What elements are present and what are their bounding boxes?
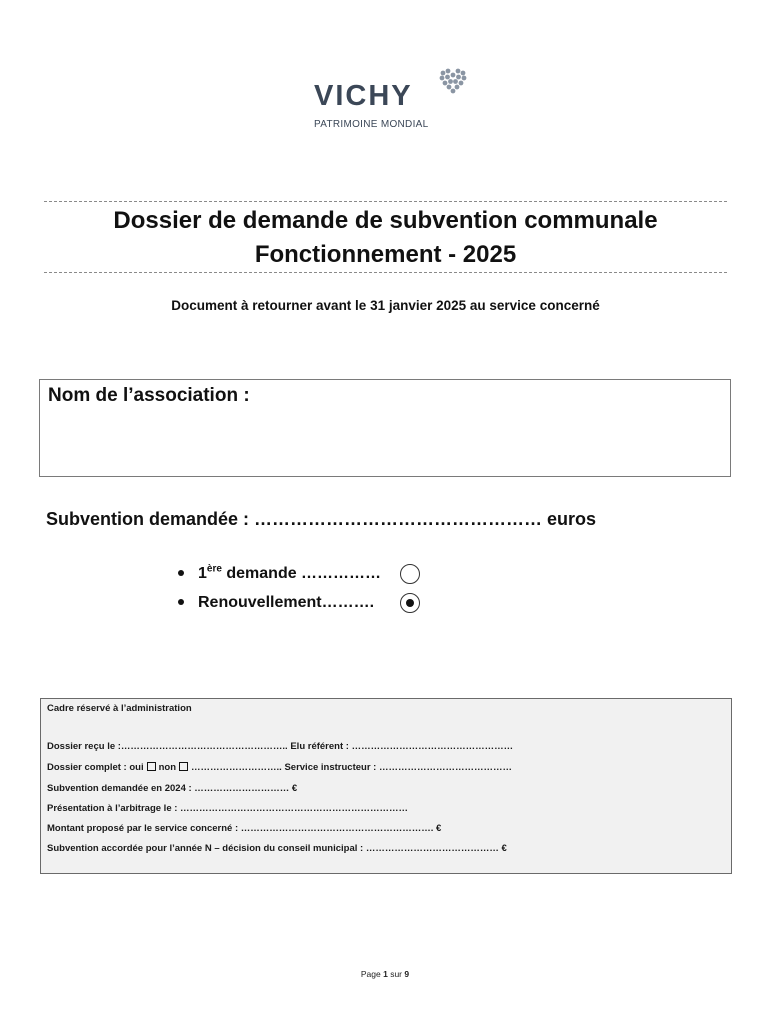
page-total: 9: [404, 969, 410, 979]
non-checkbox[interactable]: [179, 762, 188, 771]
first-request-option: [178, 562, 381, 586]
admin-complete-prefix: Dossier complet : oui: [47, 762, 144, 773]
heart-logo-icon: [438, 68, 468, 94]
radio-selected-dot: [406, 599, 414, 607]
page-title-line1: Dossier de demande de subvention communale: [113, 207, 658, 234]
logo-wordmark: VICHY: [314, 80, 413, 112]
first-request-prefix: 1: [198, 565, 207, 582]
admin-heading: Cadre réservé à l’administration: [47, 703, 192, 714]
first-request-label: demande ……………: [221, 565, 382, 582]
admin-complete-suffix: ……………………….. Service instructeur : ……………………………………: [191, 762, 512, 773]
bullet-icon: [178, 599, 184, 605]
first-request-sup: ère: [206, 563, 222, 575]
admin-received-line: Dossier reçu le :…………………………………………….. Elu référent : ……………………………………………: [47, 741, 514, 752]
renewal-option: [178, 591, 374, 615]
title-rule-top: [44, 201, 727, 202]
first-request-radio[interactable]: [400, 564, 420, 584]
oui-checkbox[interactable]: [147, 762, 156, 771]
admin-complete-line: [47, 762, 512, 773]
page-mid: sur: [390, 969, 403, 979]
renewal-label: Renouvellement……….: [198, 594, 375, 611]
title-rule-bottom: [44, 272, 727, 273]
logo-subtitle: PATRIMOINE MONDIAL: [314, 119, 429, 130]
admin-requested-2024: Subvention demandée en 2024 : ………………………… €: [47, 783, 298, 794]
admin-reserved-box: [40, 698, 732, 874]
association-name-label: Nom de l’association :: [48, 385, 250, 406]
admin-complete-non: non: [158, 762, 177, 773]
page-number: [0, 969, 770, 979]
page-current: 1: [383, 969, 388, 979]
bullet-icon: [178, 570, 184, 576]
deadline-notice: Document à retourner avant le 31 janvier 2025 au service concerné: [171, 298, 600, 313]
admin-granted-amount: Subvention accordée pour l’année N – décision du conseil municipal : …………………………………… €: [47, 843, 507, 854]
association-name-field[interactable]: [39, 379, 731, 477]
admin-proposed-amount: Montant proposé par le service concerné : ……………………………………………………. €: [47, 823, 442, 834]
page-title-line2: Fonctionnement - 2025: [254, 241, 517, 268]
page-prefix: Page: [360, 969, 381, 979]
renewal-radio[interactable]: [400, 593, 420, 613]
admin-arbitration: Présentation à l’arbitrage le : ………………………………………………………………: [47, 803, 409, 814]
subvention-amount-line: Subvention demandée : ………………………………………… euros: [46, 509, 597, 529]
